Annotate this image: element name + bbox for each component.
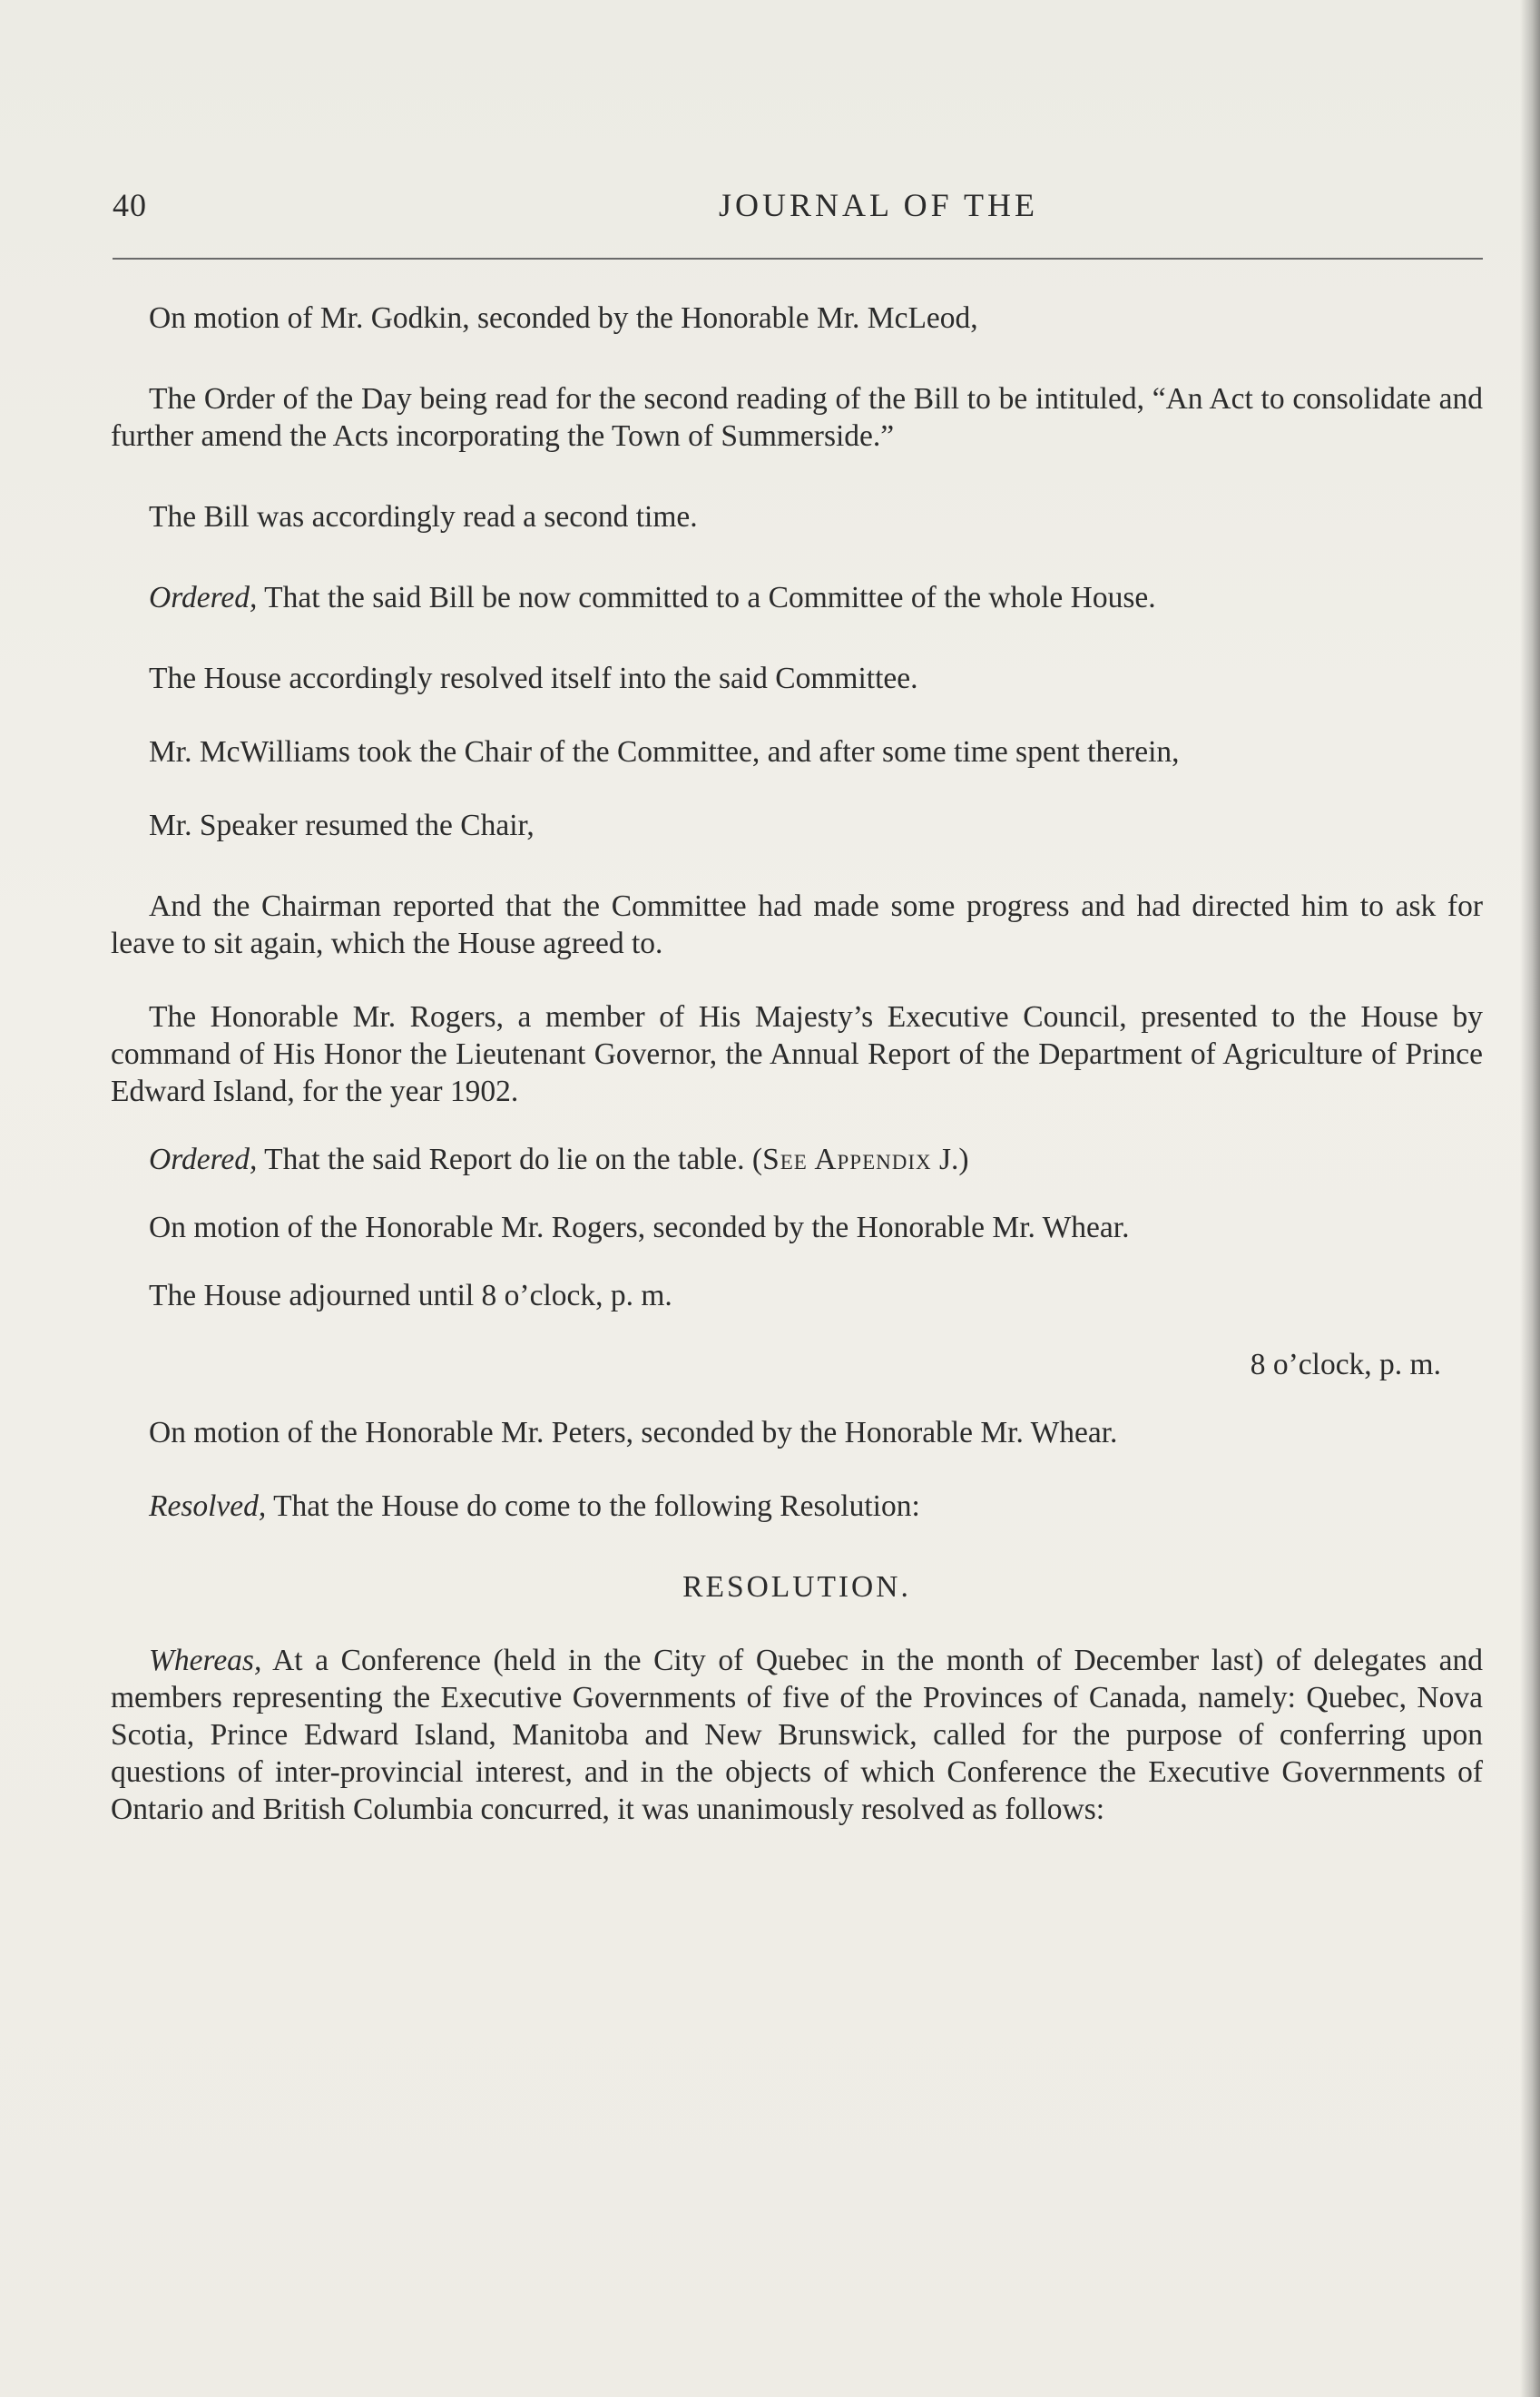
paragraph-house-resolved: The House accordingly resolved itself into the said Committee. xyxy=(149,662,918,695)
paragraph-whereas xyxy=(111,1642,1483,1828)
journal-body xyxy=(111,300,1483,1828)
paragraph-chair-taken: Mr. McWilliams took the Chair of the Committee, and after some time spent therein, xyxy=(149,735,1180,769)
header-rule xyxy=(113,258,1483,260)
paragraph-adjourned: The House adjourned until 8 o’clock, p. m. xyxy=(149,1279,672,1312)
paragraph-motion-peters: On motion of the Honorable Mr. Peters, seconded by the Honorable Mr. Whear. xyxy=(149,1416,1118,1449)
paragraph-resolved xyxy=(111,1488,1483,1525)
paragraph-order-of-day: The Order of the Day being read for the second reading of the Bill to be intituled, “An Act to consolidate and further amend the Acts incorporating the Town of Summerside.” xyxy=(111,382,1483,453)
resolved-text: That the House do come to the following Resolution: xyxy=(266,1489,920,1523)
time-marker: 8 o’clock, p. m. xyxy=(1250,1348,1441,1381)
ordered-label: Ordered, xyxy=(149,1143,258,1176)
paragraph-motion-godkin: On motion of Mr. Godkin, seconded by the Honorable Mr. McLeod, xyxy=(149,301,978,335)
ordered-text: That the said Bill be now committed to a Committee of the whole House. xyxy=(257,581,1156,614)
paragraph-rogers-report: The Honorable Mr. Rogers, a member of His Majesty’s Executive Council, presented to the House by command of His Honor the Lieutenant Governor, the Annual Report of the Department of Agriculture of Prince Edward Island, for the year 1902. xyxy=(111,1000,1483,1108)
appendix-letter: J.) xyxy=(931,1143,969,1176)
paragraph-bill-read: The Bill was accordingly read a second time. xyxy=(149,500,698,534)
paragraph-ordered-table xyxy=(111,1141,1483,1178)
page-edge-shadow xyxy=(1520,0,1540,2397)
running-head: JOURNAL OF THE xyxy=(719,187,1039,223)
paragraph-chairman-report: And the Chairman reported that the Committee had made some progress and had directed him to ask for leave to sit again, which the House agreed to. xyxy=(111,889,1483,960)
resolution-heading: RESOLUTION. xyxy=(682,1570,911,1604)
resolved-label: Resolved, xyxy=(149,1489,267,1523)
page-number: 40 xyxy=(113,187,147,223)
paragraph-ordered-committee xyxy=(111,579,1483,616)
page-header xyxy=(113,186,1474,241)
paragraph-motion-rogers: On motion of the Honorable Mr. Rogers, seconded by the Honorable Mr. Whear. xyxy=(149,1211,1130,1244)
ordered-text: That the said Report do lie on the table. ( xyxy=(257,1143,763,1176)
whereas-label: Whereas, xyxy=(149,1644,262,1677)
whereas-text: At a Conference (held in the City of Quebec in the month of December last) of delegates and members representing the Executive Governments of five of the Provinces of Canada, namely: Quebec, Nova Scotia, Prince Edward Island, Manitoba and New Brunswick, called for the purpose of conferring upon questions of inter-provincial interest, and in the objects of which Conference the Executive Governments of Ontario and British Columbia concurred, it was unanimously resolved as follows: xyxy=(111,1644,1483,1826)
appendix-reference: See Appendix xyxy=(762,1143,932,1176)
paragraph-speaker-resumed: Mr. Speaker resumed the Chair, xyxy=(149,809,535,842)
ordered-label: Ordered, xyxy=(149,581,258,614)
